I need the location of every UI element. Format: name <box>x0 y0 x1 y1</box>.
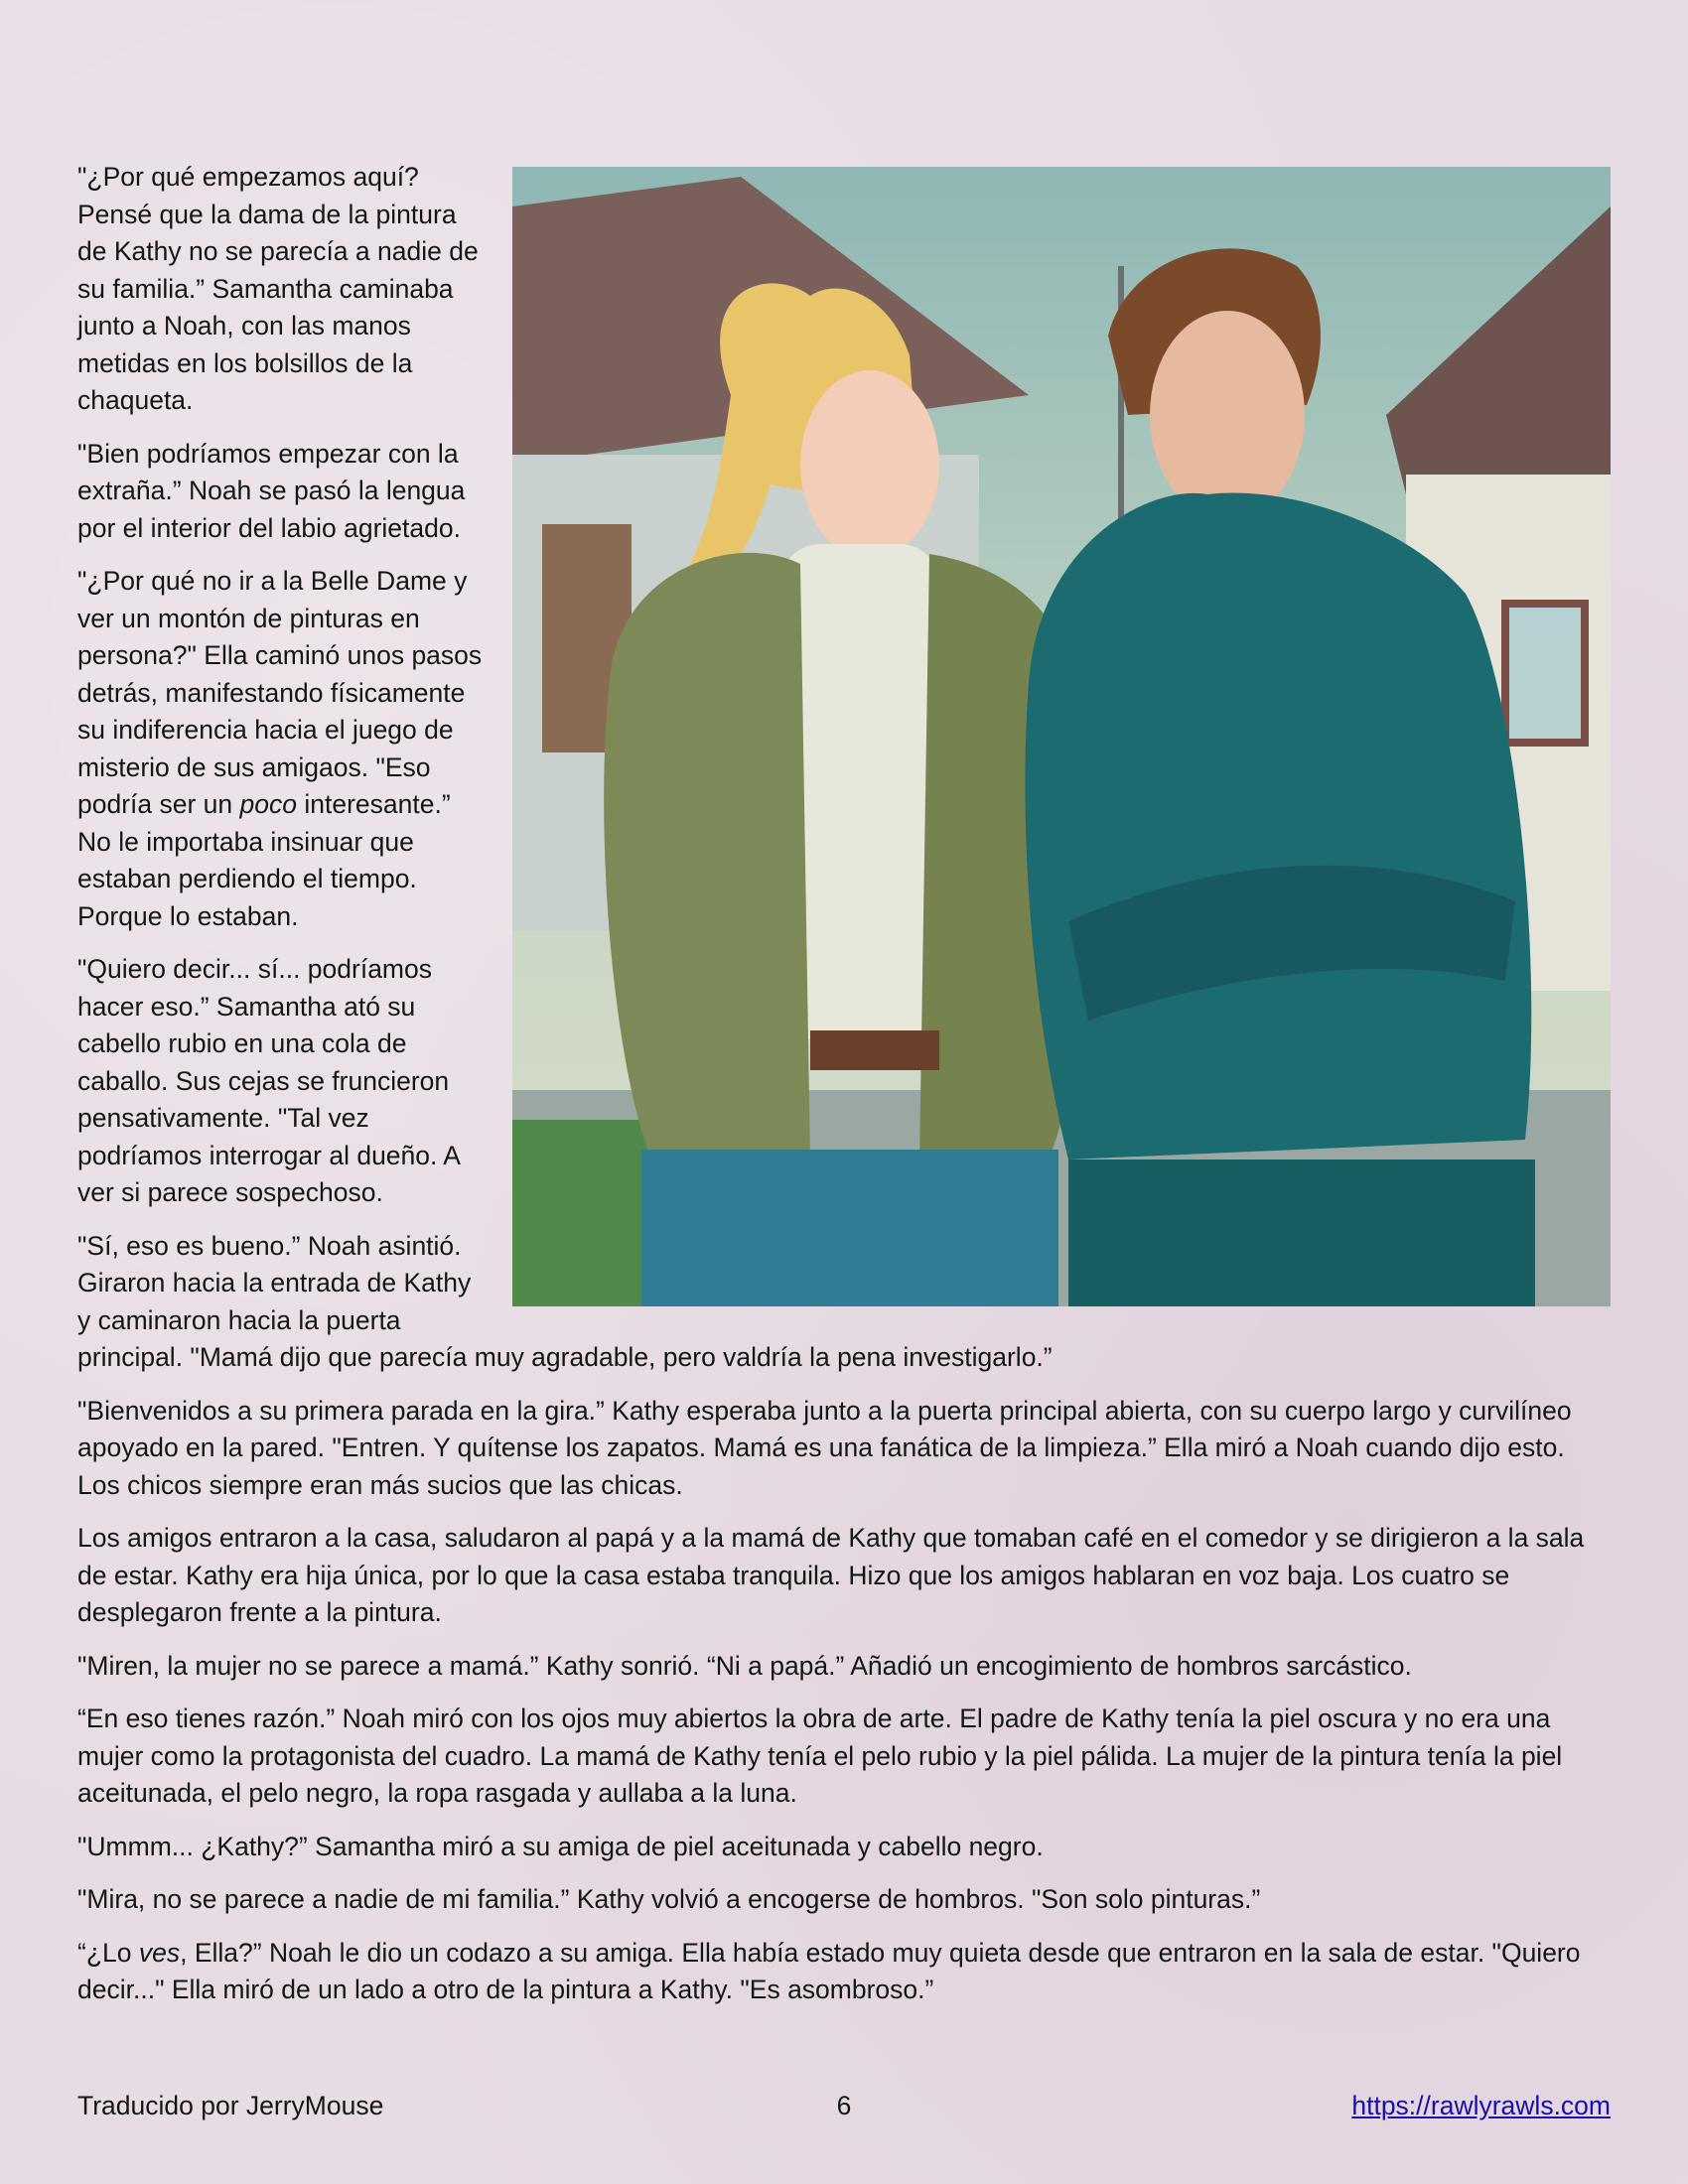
story-paragraph: “En eso tienes razón.” Noah miró con los ojos muy abiertos la obra de arte. El padre de Kathy tenía la piel oscura y no era una mujer como la protagonista del cuadro. La mamá de Kathy tenía el pelo rubio y la piel pálida. La mujer de la pintura tenía la piel aceitunada, el pelo negro, la ropa rasgada y aullaba a la luna. <box>77 1704 1563 1808</box>
translator-credit: Traducido por JerryMouse <box>77 2091 384 2120</box>
story-paragraph: "Ummm... ¿Kathy?” Samantha miró a su amiga de piel aceitunada y cabello negro. <box>77 1831 1044 1861</box>
story-paragraph: "Sí, eso es bueno.” Noah asintió. Giraron hacia la entrada de Kathy y caminaron hacia la puerta principal. "Mamá dijo que parecía muy agradable, pero valdría la pena investigarlo.” <box>77 1230 1053 1372</box>
story-paragraph: "Quiero decir... sí... podríamos hacer eso.” Samantha ató su cabello rubio en una cola de caballo. Sus cejas se fruncieron pensativamente. "Tal vez podríamos interrogar al dueño. A ver si parece sospechoso. <box>77 954 460 1207</box>
website-link[interactable]: https://rawlyrawls.com <box>1351 2091 1611 2120</box>
story-paragraph: "Miren, la mujer no se parece a mamá.” Kathy sonrió. “Ni a papá.” Añadió un encogimiento de hombros sarcástico. <box>77 1650 1412 1681</box>
story-paragraph: Los amigos entraron a la casa, saludaron al papá y a la mamá de Kathy que tomaban café en el comedor y se dirigieron a la sala de estar. Kathy era hija única, por lo que la casa estaba tranquila. Hizo que los amigos hablaran en voz baja. Los cuatro se desplegaron frente a la pintura. <box>77 1523 1585 1627</box>
story-paragraph: "Bien podríamos empezar con la extraña.” Noah se pasó la lengua por el interior del labio agrietado. <box>77 438 466 543</box>
story-paragraph: "Bienvenidos a su primera parada en la gira.” Kathy esperaba junto a la puerta principal abierta, con su cuerpo largo y curvilíneo apoyado en la pared. "Entren. Y quítense los zapatos. Mamá es una fanática de la limpieza.” Ella miró a Noah cuando dijo esto. Los chicos siempre eran más sucios que las chicas. <box>77 1395 1572 1500</box>
page-footer <box>77 2091 1611 2121</box>
story-paragraph: "¿Por qué empezamos aquí? Pensé que la dama de la pintura de Kathy no se parecía a nadie de su familia.” Samantha caminaba junto a Noah, con las manos metidas en los bolsillos de la chaqueta. <box>77 162 479 415</box>
story-illustration <box>512 167 1611 1306</box>
story-paragraph: "¿Por qué no ir a la Belle Dame y ver un montón de pinturas en persona?" Ella caminó unos pasos detrás, manifestando físicamente su indiferencia hacia el juego de misterio de sus amigaos. "Eso podría ser un poco interesante.” No le importaba insinuar que estaban perdiendo el tiempo. Porque lo estaban. <box>77 566 483 931</box>
story-content <box>77 159 1611 2025</box>
page-number: 6 <box>836 2091 852 2120</box>
story-paragraph: “¿Lo ves, Ella?” Noah le dio un codazo a su amiga. Ella había estado muy quieta desde que entraron en la sala de estar. "Quiero decir..." Ella miró de un lado a otro de la pintura a Kathy. "Es asombroso.” <box>77 1937 1581 2004</box>
story-paragraph: "Mira, no se parece a nadie de mi familia.” Kathy volvió a encogerse de hombros. "Son solo pinturas.” <box>77 1884 1261 1914</box>
